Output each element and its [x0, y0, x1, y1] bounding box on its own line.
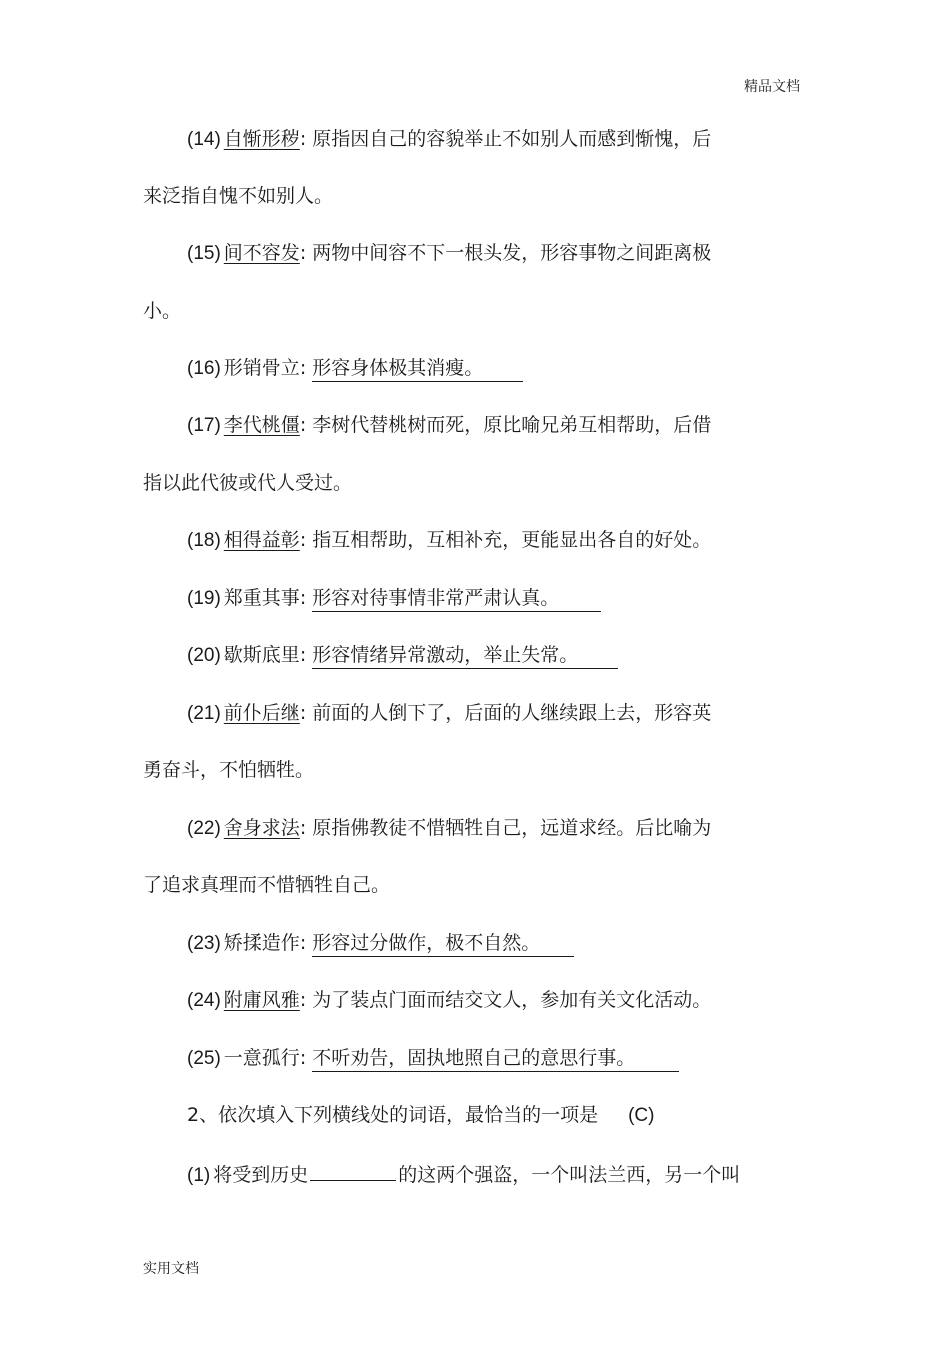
- item-14: (14) 自惭形秽: 原指因自己的容貌举止不如别人而感到惭愧，后: [187, 128, 712, 150]
- item-15: (15) 间不容发: 两物中间容不下一根头发，形容事物之间距离极: [187, 242, 712, 264]
- idiom-term: 郑重其事: [223, 587, 300, 609]
- idiom-term: 间不容发: [223, 242, 300, 264]
- sub-question-1: (1) 将受到历史 的这两个强盗，一个叫法兰西，另一个叫: [187, 1158, 740, 1191]
- idiom-term: 李代桃僵: [223, 414, 300, 436]
- item-14-cont: 来泛指自愧不如别人。: [143, 185, 334, 207]
- idiom-term: 矫揉造作: [223, 932, 300, 954]
- idiom-term: 前仆后继: [223, 702, 300, 724]
- item-22-cont: 了追求真理而不惜牺牲自己。: [143, 874, 391, 896]
- idiom-term: 相得益彰: [223, 529, 300, 551]
- fill-in-blank: [310, 1158, 396, 1181]
- idiom-term: 舍身求法: [223, 817, 300, 839]
- question-text: 2、依次填入下列横线处的词语，最恰当的一项是: [187, 1104, 599, 1126]
- idiom-term: 一意孤行: [223, 1047, 300, 1069]
- idiom-term: 形销骨立: [223, 357, 300, 379]
- item-19: (19) 郑重其事: 形容对待事情非常严肃认真。: [187, 583, 601, 614]
- item-16: (16) 形销骨立: 形容身体极其消瘦。: [187, 353, 523, 384]
- item-23: (23) 矫揉造作: 形容过分做作，极不自然。: [187, 928, 574, 959]
- idiom-term: 附庸风雅: [223, 989, 300, 1011]
- question-2: [187, 1100, 654, 1131]
- item-24: (24) 附庸风雅: 为了装点门面而结交文人，参加有关文化活动。: [187, 989, 712, 1011]
- item-20: (20) 歇斯底里: 形容情绪异常激动，举止失常。: [187, 640, 618, 671]
- item-21-cont: 勇奋斗，不怕牺牲。: [143, 759, 315, 781]
- item-15-cont: 小。: [143, 300, 182, 322]
- item-22: (22) 舍身求法: 原指佛教徒不惜牺牲自己，远道求经。后比喻为: [187, 817, 712, 839]
- item-25: (25) 一意孤行: 不听劝告，固执地照自己的意思行事。: [187, 1043, 679, 1074]
- idiom-term: 自惭形秽: [223, 128, 300, 150]
- item-17-cont: 指以此代彼或代人受过。: [143, 472, 353, 494]
- item-18: (18) 相得益彰: 指互相帮助，互相补充，更能显出各自的好处。: [187, 529, 712, 551]
- page-footer: 实用文档: [143, 1261, 199, 1277]
- question-answer: (C): [628, 1105, 655, 1126]
- page-header: 精品文档: [744, 79, 800, 95]
- item-21: (21) 前仆后继: 前面的人倒下了，后面的人继续跟上去，形容英: [187, 702, 712, 724]
- item-17: (17) 李代桃僵: 李树代替桃树而死，原比喻兄弟互相帮助，后借: [187, 414, 712, 436]
- idiom-term: 歇斯底里: [223, 644, 300, 666]
